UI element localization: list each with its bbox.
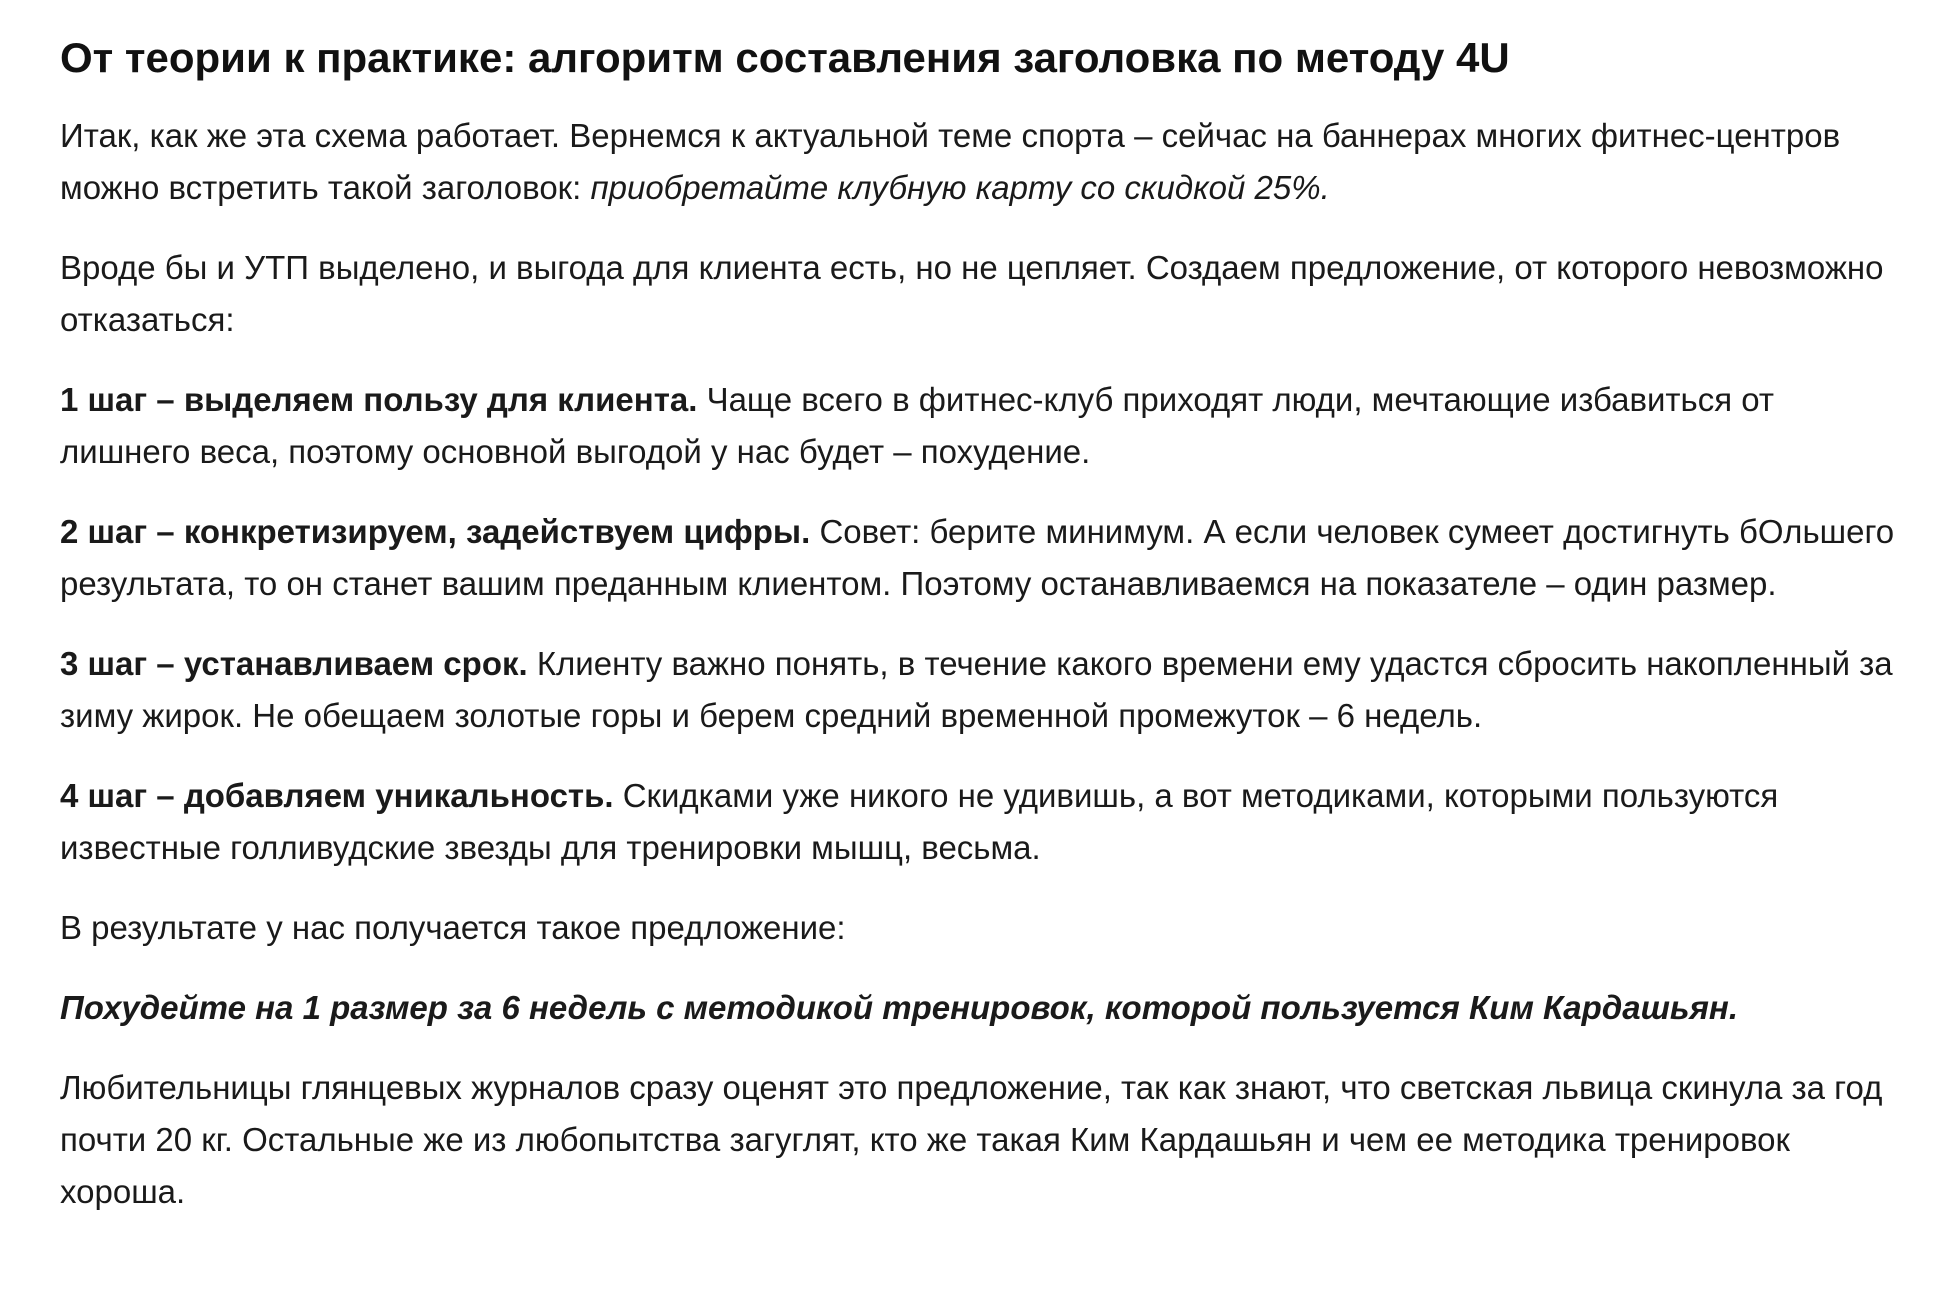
closing-paragraph: Любительницы глянцевых журналов сразу оценят это предложение, так как знают, что светская львица скинула за год почти 20 кг. Остальные же из любопытства загуглят, кто же такая Ким Кардашьян и чем ее методика тренировок хороша. [60,1069,1883,1210]
offer-headline: Похудейте на 1 размер за 6 недель с методикой тренировок, которой пользуется Ким Кардашьян. [60,989,1739,1026]
intro-text: Итак, как же эта схема работает. Вернемся к актуальной теме спорта – сейчас на баннерах многих фитнес-центров можно встретить такой заголовок: [60,117,1841,206]
step-4-paragraph [60,770,1910,874]
intro-paragraph [60,110,1910,214]
step-4-text: Скидками уже никого не удивишь, а вот методиками, которыми пользуются известные голливудские звезды для тренировки мышц, весьма. [60,777,1779,866]
step-1-paragraph [60,374,1910,478]
step-2-label: 2 шаг – конкретизируем, задействуем цифры. [60,513,811,550]
step-3-text: Клиенту важно понять, в течение какого времени ему удастся сбросить накопленный за зиму жирок. Не обещаем золотые горы и берем средний временной промежуток – 6 недель. [60,645,1893,734]
step-2-paragraph [60,506,1910,610]
step-4-label: 4 шаг – добавляем уникальность. [60,777,614,814]
step-3-paragraph [60,638,1910,742]
step-1-label: 1 шаг – выделяем пользу для клиента. [60,381,698,418]
step-2-text: Совет: берите минимум. А если человек сумеет достигнуть бОльшего результата, то он станет вашим преданным клиентом. Поэтому останавливаемся на показателе – один размер. [60,513,1895,602]
step-3-label: 3 шаг – устанавливаем срок. [60,645,528,682]
result-intro-paragraph: В результате у нас получается такое предложение: [60,909,846,946]
utp-paragraph: Вроде бы и УТП выделено, и выгода для клиента есть, но не цепляет. Создаем предложение, от которого невозможно отказаться: [60,249,1884,338]
intro-example-headline: приобретайте клубную карту со скидкой 25%. [590,169,1330,206]
step-1-text: Чаще всего в фитнес-клуб приходят люди, мечтающие избавиться от лишнего веса, поэтому основной выгодой у нас будет – похудение. [60,381,1774,470]
article-title: От теории к практике: алгоритм составления заголовка по методу 4U [60,34,1510,81]
article [60,30,1910,1246]
